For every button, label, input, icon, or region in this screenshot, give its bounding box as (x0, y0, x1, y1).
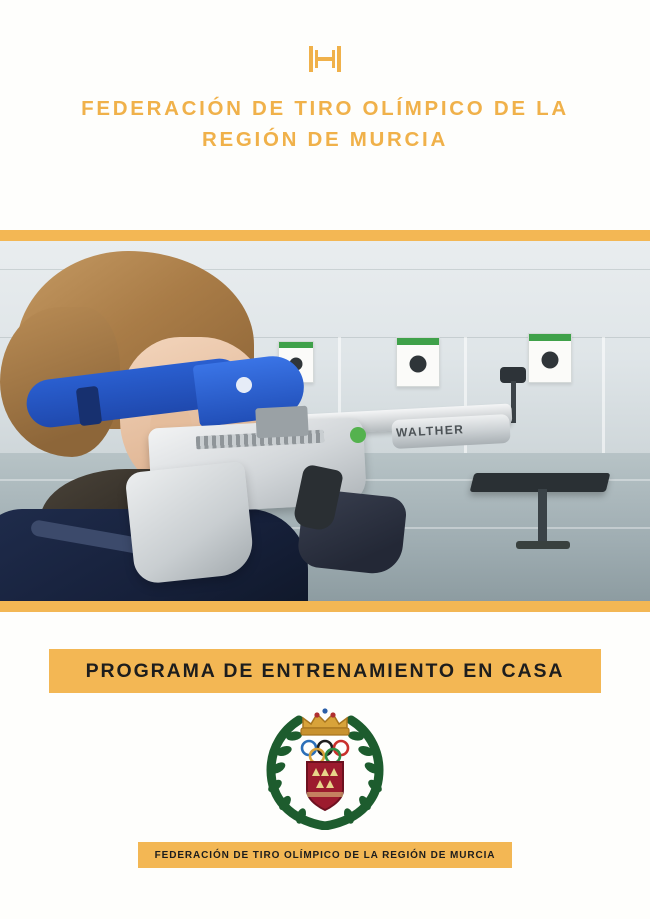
lane-divider (602, 337, 605, 453)
hero-photo-band (0, 230, 650, 612)
program-banner (49, 649, 601, 693)
young-rifle-shooter-photo (0, 241, 650, 601)
page-title: FEDERACIÓN DE TIRO OLÍMPICO DE LA REGIÓN DE MURCIA (81, 97, 569, 151)
visor-clip (76, 386, 102, 426)
rifle-rear-sight (255, 406, 308, 439)
rifle-brand-text: WALTHER (395, 422, 465, 440)
paper-target (396, 337, 440, 387)
rifle-stock (124, 461, 255, 585)
shooting-bench-foot (516, 541, 570, 549)
program-banner-label: PROGRAMA DE ENTRENAMIENTO EN CASA (85, 659, 565, 682)
photo-rule-top (0, 230, 650, 241)
shooting-bench-leg (538, 489, 547, 547)
paper-target (528, 333, 572, 383)
footer-banner-label: FEDERACIÓN DE TIRO OLÍMPICO DE LA REGIÓN DE MURCIA (154, 849, 496, 861)
ornament-container (0, 0, 650, 74)
barbell-ornament-icon (301, 44, 349, 74)
crest-container (0, 706, 650, 830)
footer-banner (138, 842, 512, 868)
photo-rule-bottom (0, 601, 650, 612)
federation-crest (255, 706, 395, 830)
